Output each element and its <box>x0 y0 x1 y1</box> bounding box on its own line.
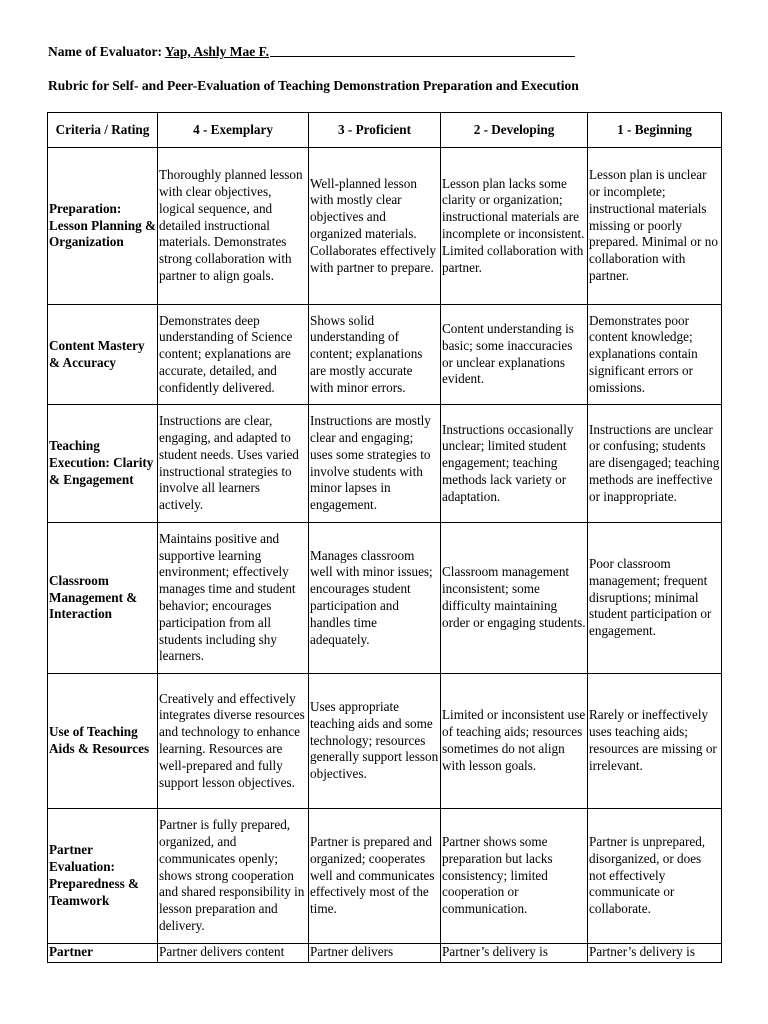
table-row <box>48 523 722 674</box>
header-beginning: 1 - Beginning <box>588 113 722 148</box>
rating-cell-3: Partner is prepared and organized; cooperates well and communicates effectively most of the time. <box>309 809 441 944</box>
rating-cell-1: Lesson plan is unclear or incomplete; instructional materials missing or poorly prepared. Minimal or no collaboration with partner. <box>588 148 722 305</box>
criteria-cell: Content Mastery & Accuracy <box>48 305 158 405</box>
rating-cell-2: Content understanding is basic; some inaccuracies or unclear explanations evident. <box>441 305 588 405</box>
header-exemplary: 4 - Exemplary <box>158 113 309 148</box>
table-row <box>48 405 722 523</box>
rating-cell-1: Rarely or ineffectively uses teaching aids; resources are missing or irrelevant. <box>588 674 722 809</box>
rating-cell-3: Partner delivers <box>309 944 441 963</box>
table-row <box>48 305 722 405</box>
rating-cell-4: Creatively and effectively integrates diverse resources and technology to enhance learning. Resources are well-prepared and fully support lesson objectives. <box>158 674 309 809</box>
rating-cell-4: Demonstrates deep understanding of Science content; explanations are accurate, detailed, and confidently delivered. <box>158 305 309 405</box>
criteria-cell: Teaching Execution: Clarity & Engagement <box>48 405 158 523</box>
evaluator-line <box>48 44 575 60</box>
header-proficient: 3 - Proficient <box>309 113 441 148</box>
document-title: Rubric for Self- and Peer-Evaluation of Teaching Demonstration Preparation and Execution <box>48 78 579 93</box>
rating-cell-2: Instructions occasionally unclear; limited student engagement; teaching methods lack variety or adaptation. <box>441 405 588 523</box>
table-row <box>48 944 722 963</box>
rating-cell-1: Partner is unprepared, disorganized, or does not effectively communicate or collaborate. <box>588 809 722 944</box>
rating-cell-2: Partner shows some preparation but lacks consistency; limited cooperation or communication. <box>441 809 588 944</box>
header-criteria: Criteria / Rating <box>48 113 158 148</box>
table-row <box>48 674 722 809</box>
evaluator-name: Yap, Ashly Mae F. <box>164 44 270 59</box>
table-header-row <box>48 113 722 148</box>
rating-cell-1: Instructions are unclear or confusing; students are disengaged; teaching methods are ineffective or inappropriate. <box>588 405 722 523</box>
table-row <box>48 809 722 944</box>
criteria-cell: Partner <box>48 944 158 963</box>
criteria-cell: Classroom Management & Interaction <box>48 523 158 674</box>
evaluator-label: Name of Evaluator: <box>48 44 162 59</box>
rating-cell-3: Manages classroom well with minor issues; encourages student participation and handles time adequately. <box>309 523 441 674</box>
rating-cell-4: Partner is fully prepared, organized, and communicates openly; shows strong cooperation and shared responsibility in lesson preparation and delivery. <box>158 809 309 944</box>
rating-cell-2: Classroom management inconsistent; some difficulty maintaining order or engaging students. <box>441 523 588 674</box>
rating-cell-3: Uses appropriate teaching aids and some technology; resources generally support lesson objectives. <box>309 674 441 809</box>
evaluator-underline <box>270 55 575 57</box>
rating-cell-2: Lesson plan lacks some clarity or organization; instructional materials are incomplete or inconsistent. Limited collaboration with partner. <box>441 148 588 305</box>
header-developing: 2 - Developing <box>441 113 588 148</box>
rating-cell-3: Shows solid understanding of content; explanations are mostly accurate with minor errors. <box>309 305 441 405</box>
rating-cell-1: Demonstrates poor content knowledge; explanations contain significant errors or omissions. <box>588 305 722 405</box>
rating-cell-4: Partner delivers content <box>158 944 309 963</box>
criteria-cell: Preparation: Lesson Planning & Organization <box>48 148 158 305</box>
rating-cell-1: Poor classroom management; frequent disruptions; minimal student participation or engagement. <box>588 523 722 674</box>
table-row <box>48 148 722 305</box>
rating-cell-1: Partner’s delivery is <box>588 944 722 963</box>
rating-cell-2: Limited or inconsistent use of teaching aids; resources sometimes do not align with lesson goals. <box>441 674 588 809</box>
rating-cell-3: Well-planned lesson with mostly clear objectives and organized materials. Collaborates effectively with partner to prepare. <box>309 148 441 305</box>
rating-cell-4: Thoroughly planned lesson with clear objectives, logical sequence, and detailed instructional materials. Demonstrates strong collaboration with partner to align goals. <box>158 148 309 305</box>
rating-cell-4: Instructions are clear, engaging, and adapted to student needs. Uses varied instructional strategies to involve all learners actively. <box>158 405 309 523</box>
rating-cell-3: Instructions are mostly clear and engaging; uses some strategies to involve students with minor lapses in engagement. <box>309 405 441 523</box>
rubric-table <box>47 112 722 963</box>
rating-cell-4: Maintains positive and supportive learning environment; effectively manages time and student behavior; encourages participation from all students including shy learners. <box>158 523 309 674</box>
rating-cell-2: Partner’s delivery is <box>441 944 588 963</box>
criteria-cell: Partner Evaluation: Preparedness & Teamwork <box>48 809 158 944</box>
criteria-cell: Use of Teaching Aids & Resources <box>48 674 158 809</box>
